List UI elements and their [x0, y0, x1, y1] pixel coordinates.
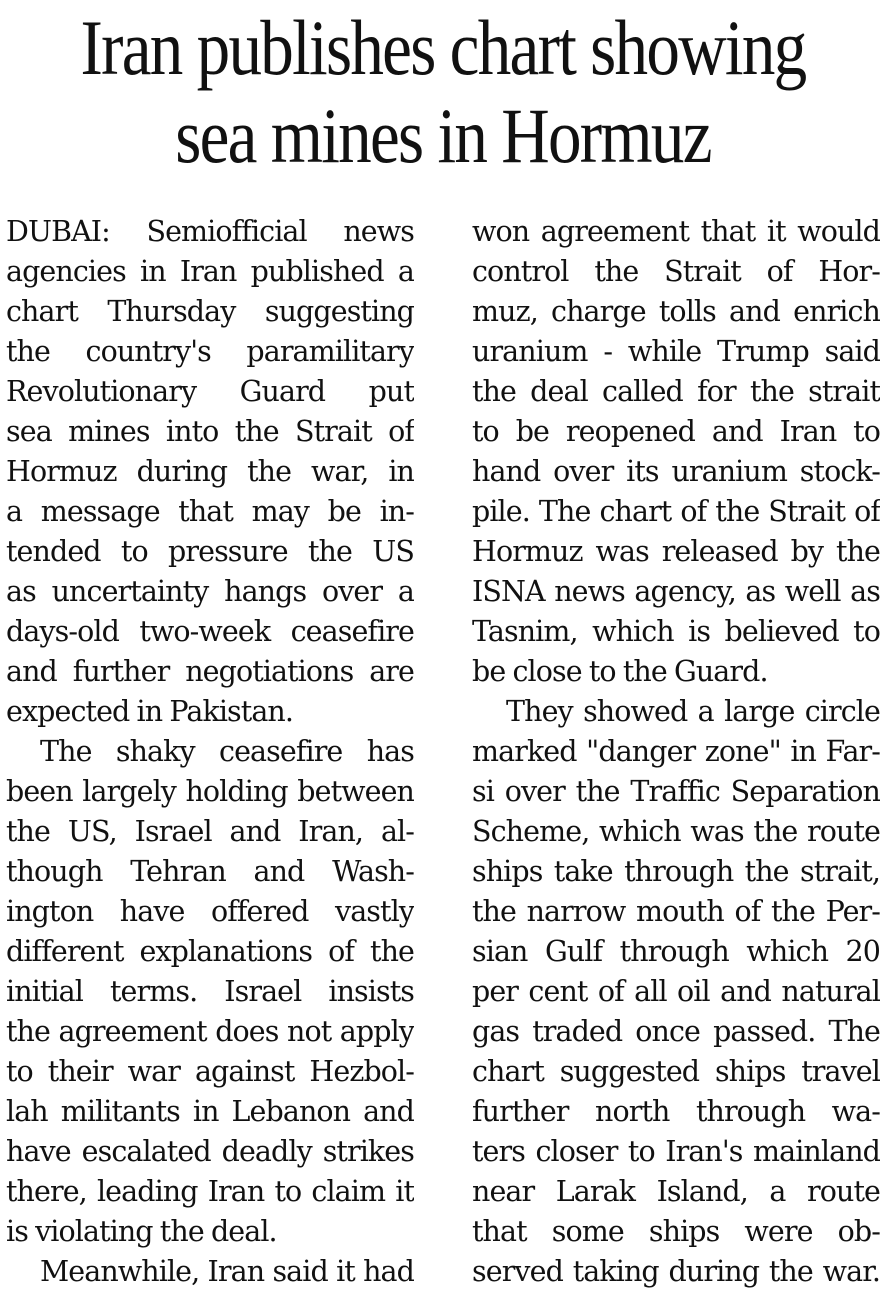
article-line: muz, charge tolls and enrich — [472, 295, 880, 328]
article-line: chart suggested ships travel — [472, 1055, 880, 1088]
article-line: to their war against Hezbol- — [6, 1055, 414, 1088]
article-line: si over the Traffic Separation — [472, 775, 880, 808]
article-line: the US, Israel and Iran, al- — [6, 815, 414, 848]
article-line: chart Thursday suggesting — [6, 295, 414, 328]
article-line: gas traded once passed. The — [472, 1015, 880, 1048]
article-line: days-old two-week ceasefire — [6, 615, 414, 648]
article-line: They showed a large circle — [506, 695, 880, 728]
article-line: marked "danger zone" in Far- — [472, 735, 880, 768]
article-line: though Tehran and Wash- — [6, 855, 414, 888]
article-line: ISNA news agency, as well as — [472, 575, 880, 608]
headline-line-1: Iran publishes chart showing — [80, 4, 806, 91]
article-line: have escalated deadly strikes — [6, 1135, 414, 1168]
article-line: The shaky ceasefire has — [40, 735, 414, 768]
article-line: different explanations of the — [6, 935, 414, 968]
article-line: further north through wa- — [472, 1095, 880, 1128]
article-line: sea mines into the Strait of — [6, 415, 414, 448]
article-line: won agreement that it would — [472, 215, 880, 248]
article-line: initial terms. Israel insists — [6, 975, 414, 1008]
article-line: tended to pressure the US — [6, 535, 414, 568]
article-line: the narrow mouth of the Per- — [472, 895, 880, 928]
article-line: per cent of all oil and natural — [472, 975, 880, 1008]
article-line: Meanwhile, Iran said it had — [40, 1255, 414, 1288]
article-column-left — [6, 212, 414, 1292]
article-line: Tasnim, which is believed to — [472, 615, 880, 648]
article-line: sian Gulf through which 20 — [472, 935, 880, 968]
article-line: the country's paramilitary — [6, 335, 414, 368]
headline — [62, 4, 824, 180]
article-line: Hormuz was released by the — [472, 535, 880, 568]
article-line: there, leading Iran to claim it — [6, 1175, 414, 1208]
article-line: been largely holding between — [6, 775, 414, 808]
article-line: and further negotiations are — [6, 655, 414, 688]
article-line: DUBAI: Semiofficial news — [6, 215, 414, 248]
article-line: served taking during the war. — [472, 1255, 880, 1288]
article-line: the deal called for the strait — [472, 375, 880, 408]
article-line: near Larak Island, a route — [472, 1175, 880, 1208]
article-line: ships take through the strait, — [472, 855, 880, 888]
article-line: the agreement does not apply — [6, 1015, 414, 1048]
article-line: Scheme, which was the route — [472, 815, 880, 848]
article-line: uranium - while Trump said — [472, 335, 880, 368]
article-column-right — [472, 212, 880, 1292]
headline-line-2: sea mines in Hormuz — [175, 92, 711, 179]
article-line: expected in Pakistan. — [6, 695, 294, 728]
article-line: is violating the deal. — [6, 1215, 277, 1248]
article-line: to be reopened and Iran to — [472, 415, 880, 448]
article-line: ington have offered vastly — [6, 895, 414, 928]
article-line: Revolutionary Guard put — [6, 375, 414, 408]
article-line: lah militants in Lebanon and — [6, 1095, 414, 1128]
article-line: that some ships were ob- — [472, 1215, 880, 1248]
article-line: a message that may be in- — [6, 495, 414, 528]
article-line: ters closer to Iran's mainland — [472, 1135, 880, 1168]
article-line: hand over its uranium stock- — [472, 455, 880, 488]
article-line: as uncertainty hangs over a — [6, 575, 414, 608]
article-line: be close to the Guard. — [472, 655, 768, 688]
article-line: pile. The chart of the Strait of — [472, 495, 880, 528]
article-line: Hormuz during the war, in — [6, 455, 414, 488]
article-line: control the Strait of Hor- — [472, 255, 880, 288]
article-line: agencies in Iran published a — [6, 255, 414, 288]
